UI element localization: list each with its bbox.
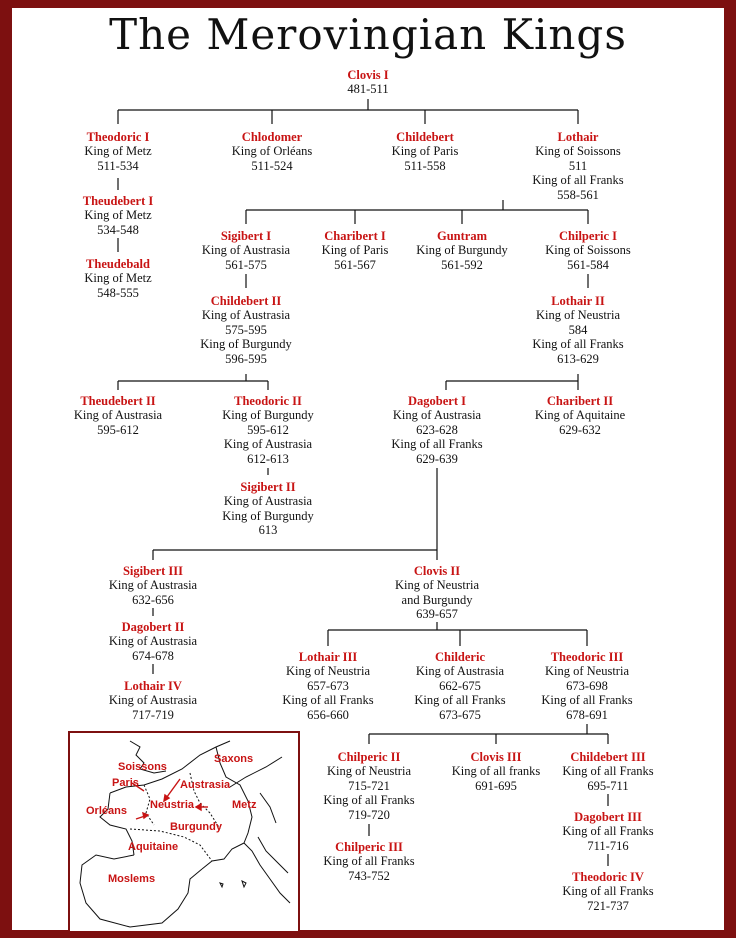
king-guntram: [414, 229, 509, 272]
king-reign: 715-721: [348, 778, 390, 793]
king-sigibert-i: [200, 229, 292, 272]
king-charibert-i: [320, 229, 391, 272]
king-title: King of Paris: [321, 243, 389, 258]
king-reign: 511-524: [251, 158, 293, 173]
king-reign: 662-675: [439, 678, 481, 693]
map-label-aquitaine: Aquitaine: [128, 841, 179, 853]
king-reign: 481-511: [347, 82, 389, 97]
king-title: King of Burgundy: [200, 337, 292, 352]
king-reign: 657-673: [307, 678, 349, 693]
king-name: Childebert III: [570, 750, 646, 764]
king-reign: 596-595: [225, 351, 267, 366]
king-title: King of all franks: [451, 764, 541, 779]
map-label-burgundy: Burgundy: [170, 821, 222, 833]
king-reign: 632-656: [132, 592, 174, 607]
king-reign: 711-716: [587, 838, 629, 853]
map-label-moslems: Moslems: [108, 873, 156, 885]
king-reign: 612-613: [247, 451, 289, 466]
king-reign: 575-595: [225, 322, 267, 337]
king-name: Theudebert I: [82, 194, 154, 208]
king-lothair-ii: [530, 294, 625, 366]
king-clovis-i: [345, 68, 390, 97]
king-title: King of all Franks: [562, 764, 654, 779]
king-dagobert-iii: [560, 810, 655, 853]
king-theudebald: [82, 257, 153, 300]
king-name: Clovis II: [413, 564, 461, 578]
king-name: Lothair II: [551, 294, 605, 308]
king-title: King of Neustria: [394, 578, 480, 593]
king-title: King of Austrasia: [223, 494, 313, 509]
king-reign: 678-691: [566, 707, 608, 722]
king-name: Theodoric II: [234, 394, 302, 408]
page-title: The Merovingian Kings: [109, 10, 627, 59]
king-name: Theodoric I: [86, 130, 150, 144]
king-title: King of Burgundy: [222, 508, 314, 523]
king-reign: 695-711: [587, 778, 629, 793]
king-reign: 674-678: [132, 648, 174, 663]
map-label-metz: Metz: [232, 799, 257, 811]
king-title: King of all Franks: [323, 854, 415, 869]
king-name: Dagobert III: [574, 810, 642, 824]
king-reign: 558-561: [557, 187, 599, 202]
king-childebert: [390, 130, 461, 173]
king-title: King of Neustria: [544, 664, 629, 679]
king-reign: 511: [568, 158, 588, 173]
king-dagobert-ii: [107, 620, 199, 663]
king-reign: 717-719: [132, 707, 174, 722]
king-title: King of Austrasia: [201, 243, 291, 258]
king-title: King of all Franks: [414, 693, 506, 708]
king-name: Chlodomer: [241, 130, 303, 144]
king-reign: 561-592: [441, 257, 483, 272]
king-childeric: [412, 650, 507, 722]
king-theudebert-i: [81, 194, 156, 237]
king-title: King of Austrasia: [108, 693, 198, 708]
king-title: King of Austrasia: [415, 664, 505, 679]
king-name: Chilperic II: [337, 750, 401, 764]
king-title: King of Soissons: [545, 243, 631, 258]
king-name: Sigibert II: [240, 480, 296, 494]
king-name: Chilperic I: [559, 229, 617, 243]
king-reign: 629-639: [416, 451, 458, 466]
map-label-orleans: Orléans: [86, 805, 127, 817]
king-clovis-ii: [393, 564, 481, 622]
king-reign: 743-752: [348, 868, 390, 883]
king-reign: 721-737: [587, 898, 629, 913]
king-childebert-iii: [560, 750, 655, 793]
king-title: King of all Franks: [323, 793, 415, 808]
king-name: Dagobert II: [121, 620, 185, 634]
king-lothair-iv: [107, 679, 199, 722]
king-reign: 584: [568, 322, 588, 337]
king-title: King of Paris: [391, 144, 459, 159]
king-name: Guntram: [437, 229, 487, 243]
king-name: Theodoric III: [550, 650, 624, 664]
king-reign: 613-629: [557, 351, 599, 366]
king-reign: 673-675: [439, 707, 481, 722]
king-reign: 623-628: [416, 422, 458, 437]
king-name: Lothair: [557, 130, 599, 144]
king-reign: 511-558: [404, 158, 446, 173]
king-theodoric-iv: [560, 870, 655, 913]
king-sigibert-ii: [220, 480, 315, 538]
king-reign: 561-584: [567, 257, 609, 272]
king-name: Sigibert III: [122, 564, 184, 578]
king-name: Chilperic III: [335, 840, 403, 854]
king-reign: 629-632: [559, 422, 601, 437]
king-title: King of Burgundy: [222, 408, 314, 423]
king-reign: 548-555: [97, 285, 139, 300]
king-theudebert-ii: [72, 394, 164, 437]
king-name: Lothair IV: [124, 679, 182, 693]
king-name: Clovis III: [470, 750, 522, 764]
king-title: and Burgundy: [401, 592, 473, 607]
map-label-austrasia: Austrasia: [180, 779, 231, 791]
king-reign: 719-720: [348, 807, 390, 822]
king-title: King of Soissons: [535, 144, 621, 159]
king-reign: 691-695: [475, 778, 517, 793]
king-name: Theodoric IV: [572, 870, 644, 884]
king-dagobert-i: [389, 394, 484, 466]
king-title: King of Austrasia: [201, 308, 291, 323]
king-name: Childebert II: [210, 294, 282, 308]
king-title: King of Aquitaine: [534, 408, 626, 423]
king-chlodomer: [230, 130, 315, 173]
king-name: Dagobert I: [408, 394, 466, 408]
king-theodoric-i: [82, 130, 153, 173]
king-reign: 656-660: [307, 707, 349, 722]
king-title: King of Austrasia: [392, 408, 482, 423]
king-reign: 511-534: [97, 158, 139, 173]
king-title: King of all Franks: [282, 693, 374, 708]
king-title: King of Burgundy: [416, 243, 508, 258]
king-reign: 639-657: [416, 607, 458, 622]
king-reign: 613: [258, 523, 278, 538]
king-chilperic-ii: [321, 750, 416, 822]
king-clovis-iii: [450, 750, 543, 793]
king-childebert-ii: [198, 294, 293, 366]
king-theodoric-ii: [220, 394, 315, 466]
king-title: King of all Franks: [532, 173, 624, 188]
king-name: Theudebald: [86, 257, 150, 271]
king-title: King of all Franks: [541, 693, 633, 708]
map-inset: [68, 731, 300, 933]
king-chilperic-iii: [321, 840, 416, 883]
king-name: Clovis I: [347, 68, 389, 82]
king-name: Lothair III: [298, 650, 358, 664]
map-label-neustria: Neustria: [150, 799, 195, 811]
map-label-paris: Paris: [112, 777, 139, 789]
king-reign: 561-567: [334, 257, 376, 272]
king-charibert-ii: [533, 394, 627, 437]
king-title: King of all Franks: [532, 337, 624, 352]
king-reign: 673-698: [566, 678, 608, 693]
king-reign: 534-548: [97, 222, 139, 237]
king-reign: 595-612: [247, 422, 289, 437]
king-title: King of Austrasia: [223, 437, 313, 452]
king-theodoric-iii: [539, 650, 634, 722]
map-label-soissons: Soissons: [118, 761, 167, 773]
king-title: King of Neustria: [285, 664, 370, 679]
king-title: King of all Franks: [562, 884, 654, 899]
king-title: King of Metz: [84, 271, 152, 286]
king-title: King of Austrasia: [73, 408, 163, 423]
king-title: King of all Franks: [562, 824, 654, 839]
king-title: King of Neustria: [326, 764, 411, 779]
king-title: King of Austrasia: [108, 634, 198, 649]
king-lothair: [530, 130, 625, 202]
king-reign: 595-612: [97, 422, 139, 437]
king-title: King of Metz: [84, 144, 152, 159]
king-reign: 561-575: [225, 257, 267, 272]
king-title: King of Orléans: [231, 144, 313, 159]
king-title: King of Metz: [84, 208, 152, 223]
king-name: Childebert: [396, 130, 454, 144]
king-lothair-iii: [280, 650, 375, 722]
king-name: Theudebert II: [80, 394, 156, 408]
king-name: Charibert II: [546, 394, 614, 408]
king-title: King of Austrasia: [108, 578, 198, 593]
king-name: Sigibert I: [220, 229, 272, 243]
king-title: King of all Franks: [391, 437, 483, 452]
king-sigibert-iii: [107, 564, 199, 607]
king-name: Charibert I: [324, 229, 386, 243]
map-label-saxons: Saxons: [214, 753, 254, 765]
king-chilperic-i: [543, 229, 632, 272]
king-name: Childeric: [435, 650, 485, 664]
king-title: King of Neustria: [535, 308, 620, 323]
